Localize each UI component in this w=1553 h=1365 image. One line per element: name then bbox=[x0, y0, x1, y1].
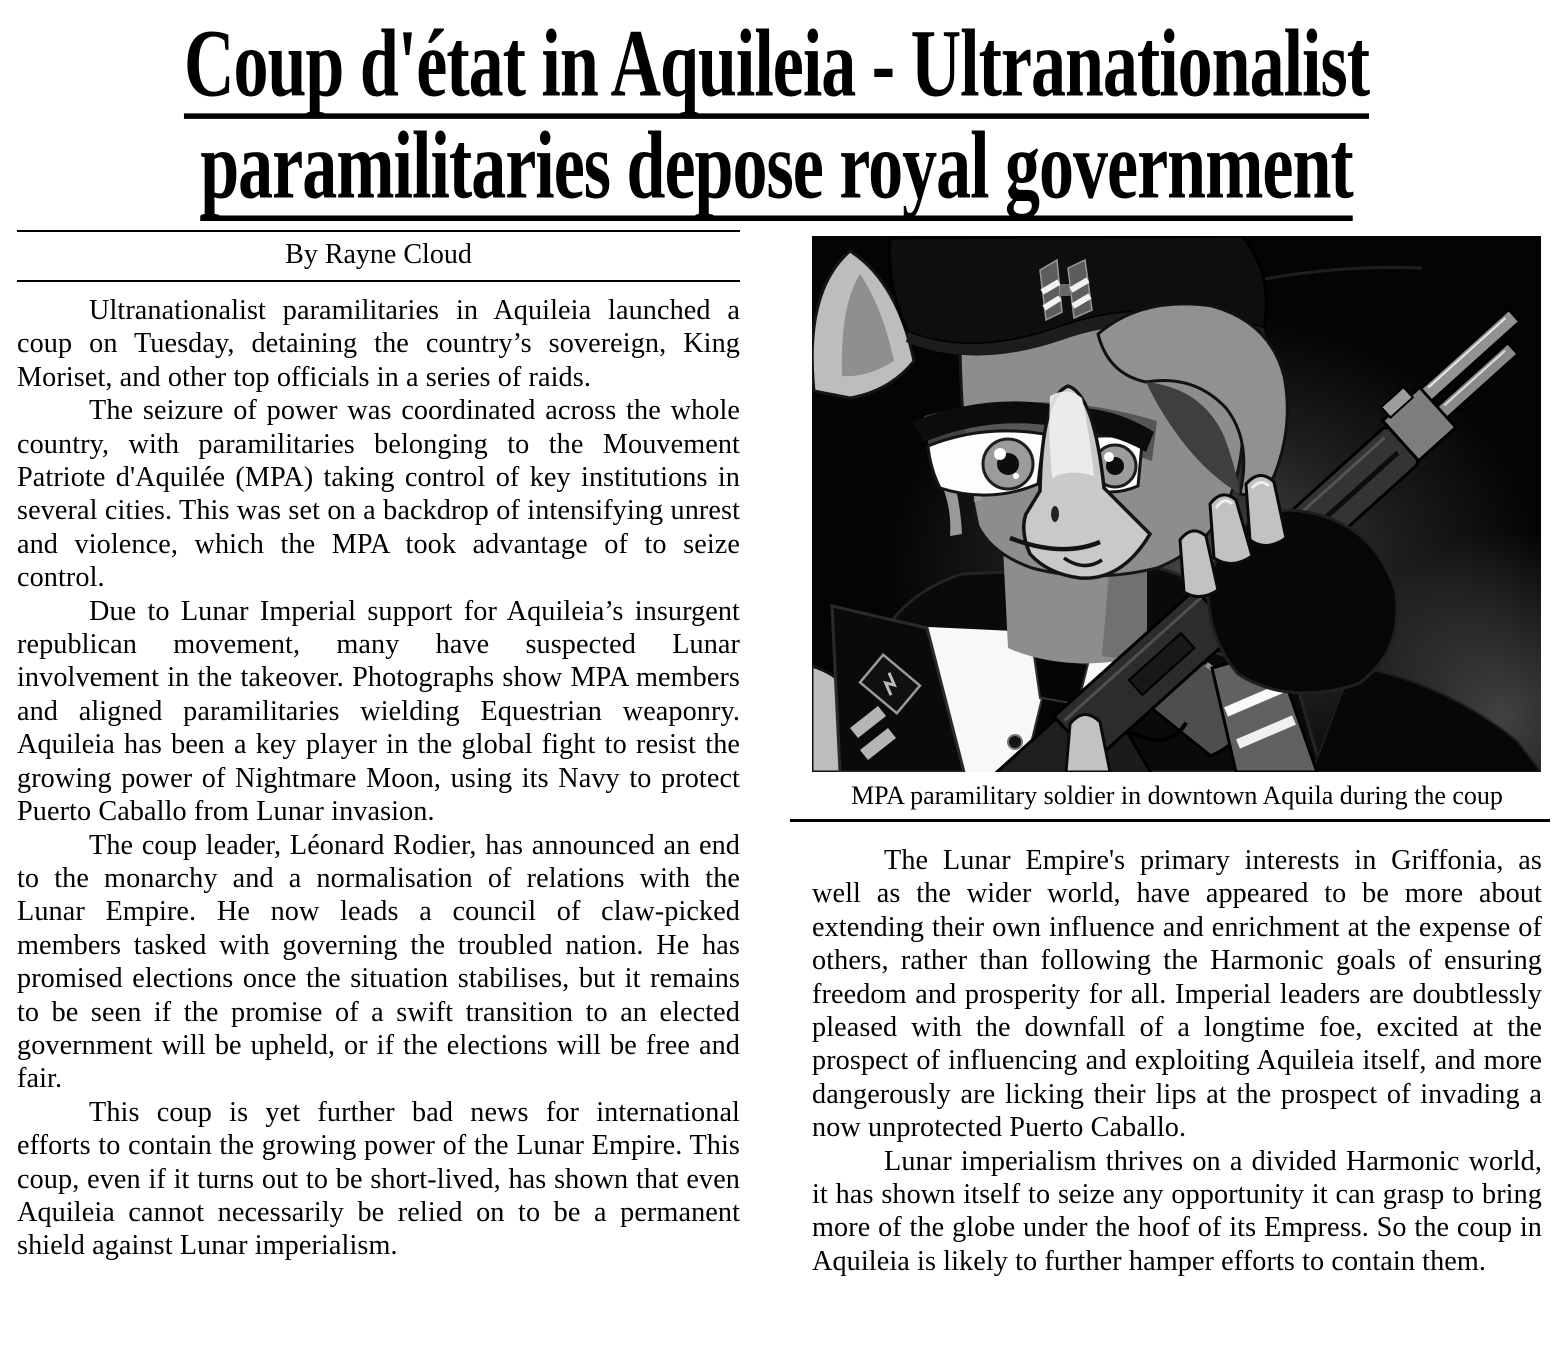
left-column bbox=[17, 230, 740, 1263]
photo-caption: MPA paramilitary soldier in downtown Aquila during the coup bbox=[851, 781, 1503, 810]
nostril bbox=[1051, 506, 1059, 522]
article-body-right bbox=[812, 844, 1542, 1278]
article-body-left bbox=[17, 294, 740, 1263]
headline-line-1: Coup d'état in Aquileia - Ultranationalist bbox=[183, 11, 1370, 118]
headline-line-2: paramilitaries depose royal government bbox=[200, 113, 1353, 220]
article-headline bbox=[0, 11, 1553, 220]
article-paragraph: Lunar imperialism thrives on a divided Harmonic world, it has shown itself to seize any opportunity it can grasp to bring more of the globe under the hoof of its Empress. So the coup in Aquileia is likely to further hamper efforts to contain them. bbox=[812, 1145, 1542, 1277]
photo-illustration bbox=[812, 236, 1541, 772]
byline: By Rayne Cloud bbox=[285, 239, 472, 270]
article-paragraph: The Lunar Empire's primary interests in Griffonia, as well as the wider world, have appeared to be more about extending their own influence and enrichment at the expense of others, rather than following the Harmonic goals of ensuring freedom and prosperity for all. Imperial leaders are doubtlessly pleased with the downfall of a longtime foe, excited at the prospect of influencing and exploiting Aquileia itself, and more dangerously are licking their lips at the prospect of invading a now unprotected Puerto Caballo. bbox=[812, 845, 1542, 1144]
caption-rule bbox=[790, 819, 1550, 822]
right-column bbox=[812, 236, 1542, 1278]
article-paragraph: The seizure of power was coordinated across the whole country, with paramilitaries belonging to the Mouvement Patriote d'Aquilée (MPA) taking control of key institutions in several cities. This was set on a backdrop of intensifying unrest and violence, which the MPA took advantage of to seize control. bbox=[17, 395, 740, 594]
article-paragraph: This coup is yet further bad news for international efforts to contain the growing power of the Lunar Empire. This coup, even if it turns out to be short-lived, has shown that even Aquileia cannot necessarily be relied on to be a permanent shield against Lunar imperialism. bbox=[17, 1096, 740, 1262]
article-paragraph: Due to Lunar Imperial support for Aquileia’s insurgent republican movement, many have suspected Lunar involvement in the takeover. Photographs show MPA members and aligned paramilitaries wielding Equestrian weaponry. Aquileia has been a key player in the global fight to resist the growing power of Nightmare Moon, using its Navy to protect Puerto Caballo from Lunar invasion. bbox=[17, 595, 740, 828]
article-photo-figure bbox=[812, 236, 1542, 822]
article-paragraph: The coup leader, Léonard Rodier, has announced an end to the monarchy and a normalisation of relations with the Lunar Empire. He now leads a council of claw-picked members tasked with governing the troubled nation. He has promised elections once the situation stabilises, but it remains to be seen if the promise of a swift transition to an elected government will be upheld, or if the elections will be free and fair. bbox=[17, 829, 740, 1095]
jacket-button bbox=[1008, 735, 1022, 749]
article-paragraph: Ultranationalist paramilitaries in Aquileia launched a coup on Tuesday, detaining the country’s sovereign, King Moriset, and other top officials in a series of raids. bbox=[17, 295, 740, 393]
byline-rule-bottom bbox=[17, 280, 740, 282]
